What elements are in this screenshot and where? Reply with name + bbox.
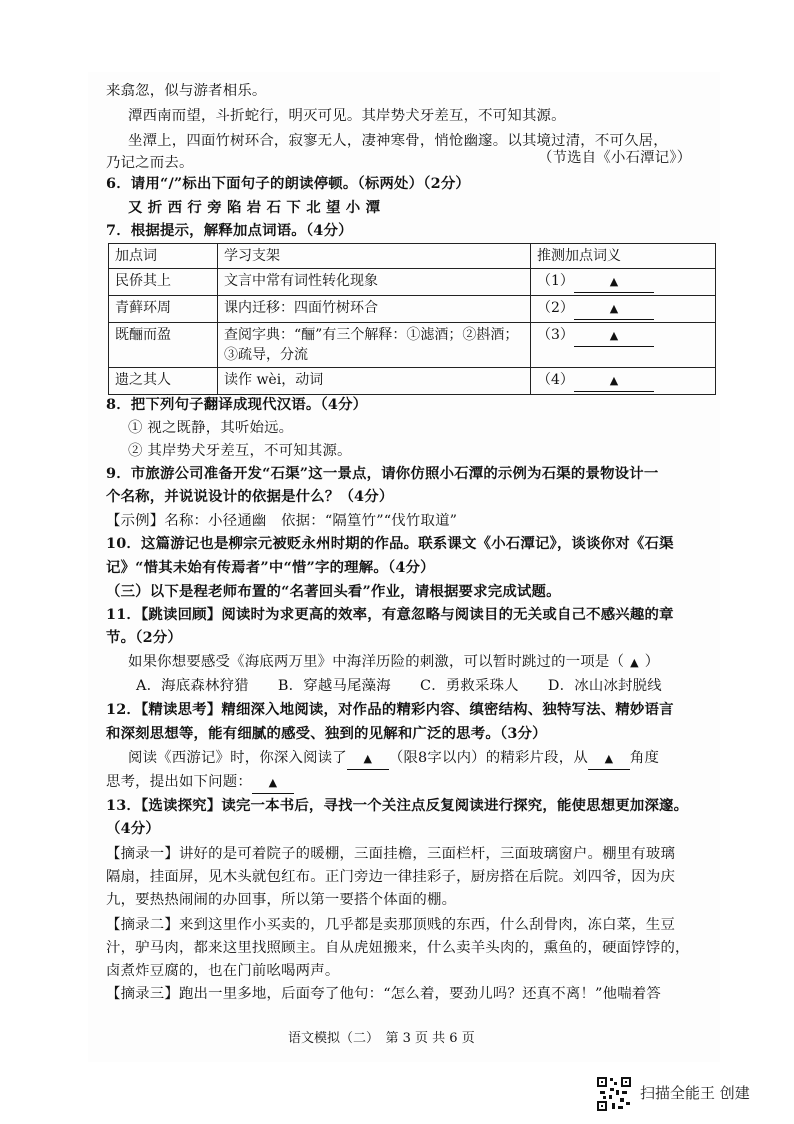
answer-mark: ▲ <box>268 776 278 789</box>
question-9: 9．市旅游公司准备开发“石渠”这一景点，请你仿照小石潭的示例为石渠的景物设计一 <box>106 465 659 482</box>
question-11: 11．【跳读回顾】阅读时为求更高的效率，有意忽略与阅读目的无关或自己不感兴趣的章 <box>106 606 674 623</box>
question-13-cont: （4分） <box>106 820 160 837</box>
passage-line-4: 乃记之而去。 <box>106 155 194 171</box>
table-header: 加点词 <box>109 244 218 269</box>
question-12-prompt-text-4: 思考，提出如下问题： <box>106 774 252 790</box>
answer-blank <box>252 772 294 794</box>
table-cell-word: 既酾而盈 <box>109 323 218 368</box>
table-header-row <box>109 244 716 269</box>
question-12-prompt-text-3: 角度 <box>629 750 660 766</box>
question-11-cont: 节。（2分） <box>106 629 182 646</box>
answer-mark: ▲ <box>609 275 619 288</box>
table-cell-answer <box>531 323 716 368</box>
question-12-prompt-cont <box>106 772 294 794</box>
question-6: 6．请用“/”标出下面句子的朗读停顿。（标两处）（2分） <box>106 175 471 192</box>
table-cell-answer <box>531 368 716 395</box>
question-9-cont: 个名称，并说说设计的依据是什么？（4分） <box>106 488 394 505</box>
question-7-table <box>108 243 716 395</box>
answer-blank <box>574 325 654 347</box>
question-6-sentence: 又 折 西 行 旁 陷 岩 石 下 北 望 小 潭 <box>128 199 381 216</box>
table-cell-support: 查阅字典：“酾”有三个解释：①滤酒；②斟酒；③疏导，分流 <box>218 323 531 368</box>
question-12-prompt-text-1: 阅读《西游记》时，你深入阅读了 <box>128 750 347 766</box>
excerpt-2-line-2: 汁，驴马肉，都来这里找照顾主。自从虎妞搬来，什么卖羊头肉的，熏鱼的，硬面饽饽的， <box>106 940 690 956</box>
answer-mark: ▲ <box>363 752 373 765</box>
question-10-cont: 记》“惜其未始有传焉者”中“惜”字的理解。（4分） <box>106 559 435 576</box>
table-cell-word: 民侨其上 <box>109 269 218 296</box>
table-cell-answer <box>531 296 716 323</box>
question-11-prompt-end: ） <box>644 654 660 670</box>
answer-mark: ▲ <box>609 302 619 315</box>
question-12: 12．【精读思考】精细深入地阅读，对作品的精彩内容、缜密结构、独特写法、精妙语言 <box>106 701 674 718</box>
table-cell-answer <box>531 269 716 296</box>
question-11-prompt-text: 如果你想要感受《海底两万里》中海洋历险的刺激，可以暂时跳过的一项是（ <box>128 654 625 670</box>
excerpt-1-line-1: 【摘录一】讲好的是可着院子的暖棚，三面挂檐，三面栏杆，三面玻璃窗户。棚里有玻璃 <box>106 846 676 862</box>
answer-number: （3） <box>537 327 574 343</box>
question-12-prompt <box>128 748 659 770</box>
answer-number: （2） <box>537 300 574 316</box>
question-7: 7．根据提示，解释加点词语。（4分） <box>106 222 353 239</box>
answer-mark: ▲ <box>609 374 619 387</box>
answer-blank <box>574 370 654 392</box>
answer-blank <box>574 271 654 293</box>
table-row <box>109 323 716 368</box>
question-13: 13．【选读探究】读完一本书后，寻找一个关注点反复阅读进行探究，能使思想更加深邃。 <box>106 797 689 814</box>
section-3-title: （三）以下是程老师布置的“名著回头看”作业，请根据要求完成试题。 <box>106 583 561 600</box>
excerpt-3-line-1: 【摘录三】跑出一里多地，后面夸了他句：“怎么着，要劲儿吗？还真不离！”他喘着答 <box>106 986 661 1002</box>
page-footer: 语文模拟（二） 第 3 页 共 6 页 <box>288 1031 475 1046</box>
qr-code-icon <box>596 1076 632 1112</box>
excerpt-2-line-3: 卤煮炸豆腐的，也在门前吆喝两声。 <box>106 963 340 979</box>
question-8-item-1: ① 视之既静，其听始远。 <box>128 420 294 436</box>
question-9-example: 【示例】名称：小径通幽 依据：“隔篁竹”“伐竹取道” <box>106 513 458 529</box>
exam-page <box>88 72 720 1062</box>
question-12-prompt-text-2: （限8字以内）的精彩片段，从 <box>388 750 588 766</box>
excerpt-1-line-2: 隔扇，挂面屏，见木头就包红布。正门旁边一律挂彩子，厨房搭在后院。刘四爷，因为庆 <box>106 869 676 885</box>
scanner-watermark: 扫描全能王 创建 <box>640 1084 750 1102</box>
question-11-options: A．海底森林狩猎 B．穿越马尾藻海 C．勇救采珠人 D．冰山冰封脱线 <box>136 678 662 694</box>
answer-blank <box>347 748 389 770</box>
table-cell-word: 青藓环周 <box>109 296 218 323</box>
answer-number: （4） <box>537 372 574 388</box>
passage-line-2: 潭西南而望，斗折蛇行，明灭可见。其岸势犬牙差互，不可知其源。 <box>128 108 566 124</box>
table-cell-support: 课内迁移：四面竹树环合 <box>218 296 531 323</box>
answer-blank <box>574 298 654 320</box>
question-12-cont: 和深刻思想等，能有细腻的感受、独到的见解和广泛的思考。（3分） <box>106 725 547 742</box>
passage-source: （节选自《小石潭记》） <box>538 150 692 166</box>
answer-mark: ▲ <box>604 752 614 765</box>
answer-blank <box>588 748 630 770</box>
table-cell-support: 文言中常有词性转化现象 <box>218 269 531 296</box>
answer-number: （1） <box>537 273 574 289</box>
table-header: 推测加点词义 <box>531 244 716 269</box>
excerpt-1-line-3: 九，要热热闹闹的办回事，所以第一要搭个体面的棚。 <box>106 892 457 908</box>
question-8-item-2: ② 其岸势犬牙差互，不可知其源。 <box>128 443 352 459</box>
answer-mark: ▲ <box>630 656 639 669</box>
question-10: 10．这篇游记也是柳宗元被贬永州时期的作品。联系课文《小石潭记》，谈谈你对《石渠 <box>106 535 674 552</box>
table-header: 学习支架 <box>218 244 531 269</box>
passage-line-1: 来翕忽，似与游者相乐。 <box>106 83 267 99</box>
passage-line-3: 坐潭上，四面竹树环合，寂寥无人，凄神寒骨，悄怆幽邃。以其境过清，不可久居， <box>128 133 668 149</box>
table-cell-support: 读作 wèi，动词 <box>218 368 531 395</box>
table-cell-word: 遗之其人 <box>109 368 218 395</box>
question-11-prompt <box>128 652 659 673</box>
excerpt-2-line-1: 【摘录二】来到这里作小买卖的，几乎都是卖那顶贱的东西，什么刮骨肉，冻白菜，生豆 <box>106 917 676 933</box>
question-8: 8．把下列句子翻译成现代汉语。（4分） <box>106 396 368 413</box>
answer-mark: ▲ <box>609 329 619 342</box>
table-row <box>109 296 716 323</box>
table-row <box>109 368 716 395</box>
table-row <box>109 269 716 296</box>
